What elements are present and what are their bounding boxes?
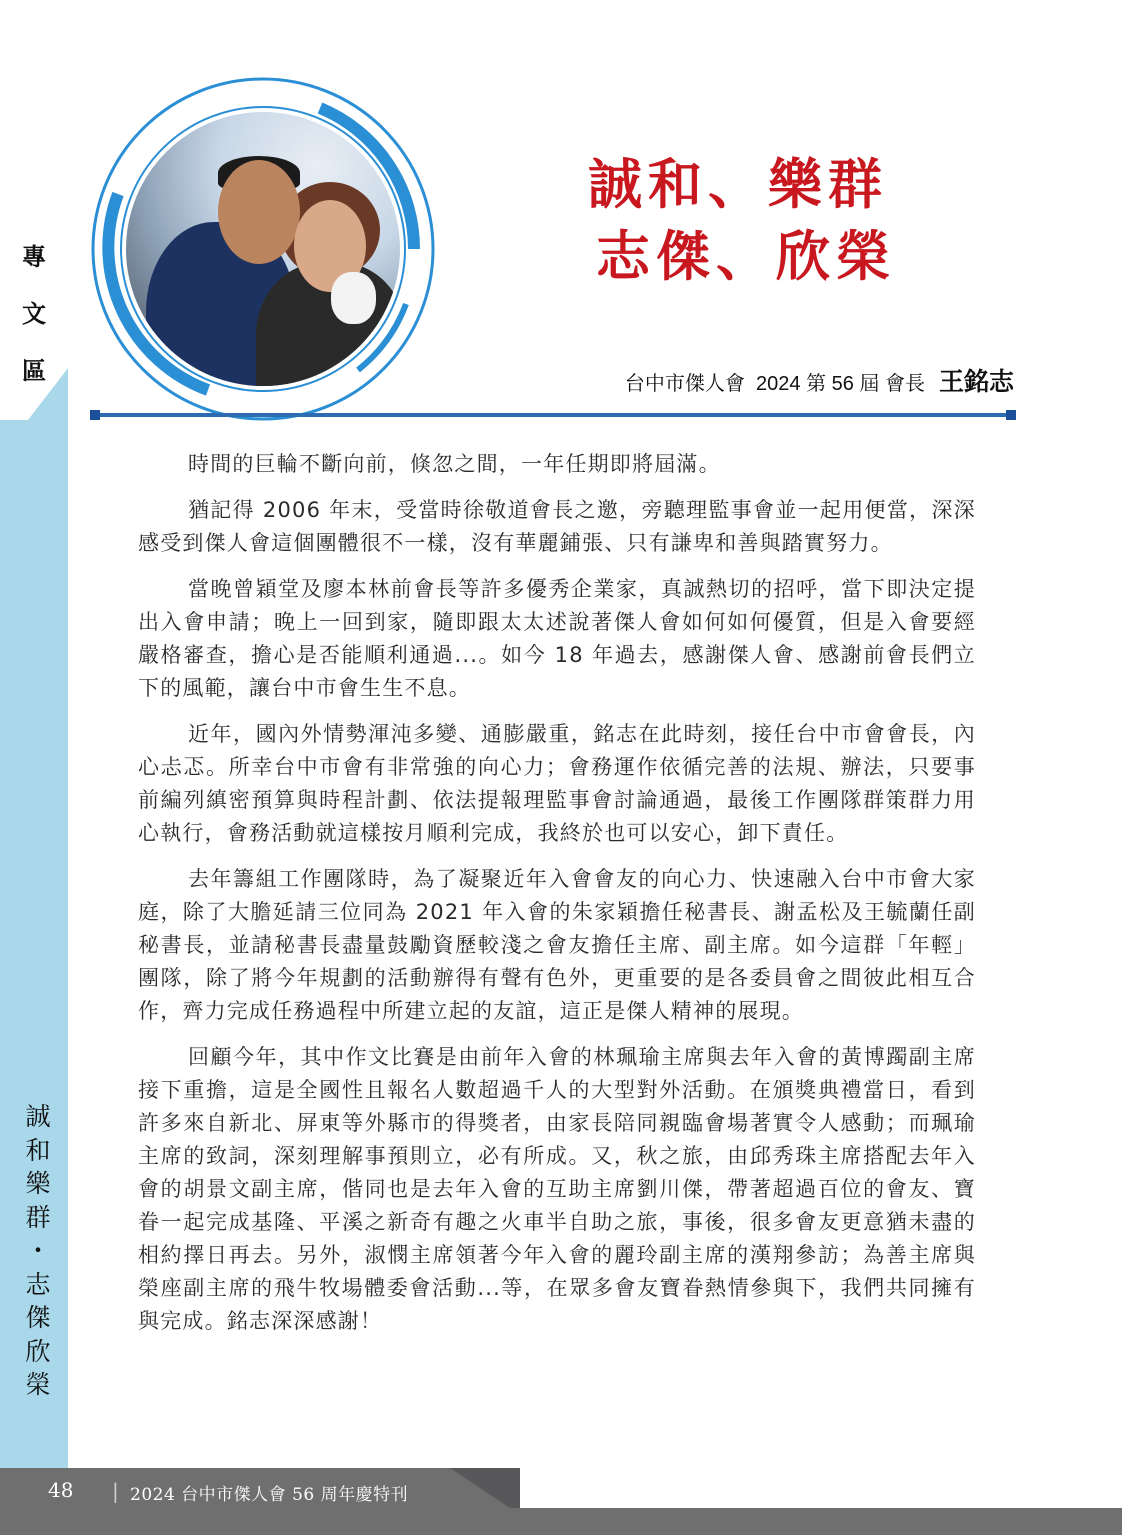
paragraph: 近年，國內外情勢渾沌多變、通膨嚴重，銘志在此時刻，接任台中市會會長，內心忐忑。所幸台中市會有非常強的向心力；會務運作依循完善的法規、辦法，只要事前編列縝密預算與時程計劃、依法提報理監事會討論通過，最後工作團隊群策群力用心執行，會務活動就這樣按月順利完成，我終於也可以安心，卸下責任。: [138, 722, 976, 845]
section-tab-label: 專 文 區: [22, 242, 46, 385]
byline-prefix: 台中市傑人會 2024 第 56 屆 會長: [624, 373, 925, 395]
title-divider: [92, 413, 1014, 417]
article-body: [138, 448, 976, 1351]
publication-title: 2024 台中市傑人會 56 周年慶特刊: [130, 1485, 409, 1505]
title-line-1: 誠和、樂群: [588, 152, 888, 216]
author-photo: [126, 112, 400, 386]
paragraph: 時間的巨輪不斷向前，倏忽之間，一年任期即將屆滿。: [188, 452, 721, 476]
title-line-2: 志傑、欣榮: [596, 224, 896, 288]
page-number: 48: [48, 1478, 74, 1502]
paragraph: 回顧今年，其中作文比賽是由前年入會的林珮瑜主席與去年入會的黃博躅副主席接下重擔，這是全國性且報名人數超過千人的大型對外活動。在頒獎典禮當日，看到許多來自新北、屏東等外縣市的得獎者，由家長陪同親臨會場著實令人感動；而珮瑜主席的致詞，深刻理解事預則立，必有所成。又，秋之旅，由邱秀珠主席搭配去年入會的胡景文副主席，偕同也是去年入會的互助主席劉川傑，帶著超過百位的會友、寶眷一起完成基隆、平溪之新奇有趣之火車半自助之旅，事後，很多會友更意猶未盡的相約擇日再去。另外，淑憫主席領著今年入會的麗玲副主席的漢翔參訪；為善主席與榮座副主席的飛牛牧場體委會活動...等，在眾多會友寶眷熱情參與下，我們共同擁有與完成。銘志深深感謝！: [138, 1045, 976, 1333]
paragraph: 去年籌組工作團隊時，為了凝聚近年入會會友的向心力、快速融入台中市會大家庭，除了大膽延請三位同為 2021 年入會的朱家穎擔任秘書長、謝孟松及王毓蘭任副秘書長，並請秘書長盡量鼓勵資歷較淺之會友擔任主席、副主席。如今這群「年輕」團隊，除了將今年規劃的活動辦得有聲有色外，更重要的是各委員會之間彼此相互合作，齊力完成任務過程中所建立起的友誼，這正是傑人精神的展現。: [138, 867, 976, 1023]
vertical-motto: 誠 和 樂 群 ・ 志 傑 欣 榮: [25, 1102, 51, 1399]
page-footer: [0, 1468, 1122, 1535]
paragraph: 猶記得 2006 年末，受當時徐敬道會長之邀，旁聽理監事會並一起用便當，深深感受到傑人會這個團體很不一樣，沒有華麗鋪張、只有謙卑和善與踏實努力。: [138, 498, 976, 555]
author-byline: [625, 362, 1014, 398]
article-title: [560, 148, 896, 292]
footer-separator: |: [112, 1479, 119, 1503]
author-photo-frame: [88, 74, 438, 424]
author-name: 王銘志: [938, 367, 1014, 396]
paragraph: 當晚曾穎堂及廖本林前會長等許多優秀企業家，真誠熱切的招呼，當下即決定提出入會申請；晚上一回到家，隨即跟太太述說著傑人會如何如何優質，但是入會要經嚴格審查，擔心是否能順利通過...。如今 18 年過去，感謝傑人會、感謝前會長們立下的風範，讓台中市會生生不息。: [138, 577, 976, 700]
